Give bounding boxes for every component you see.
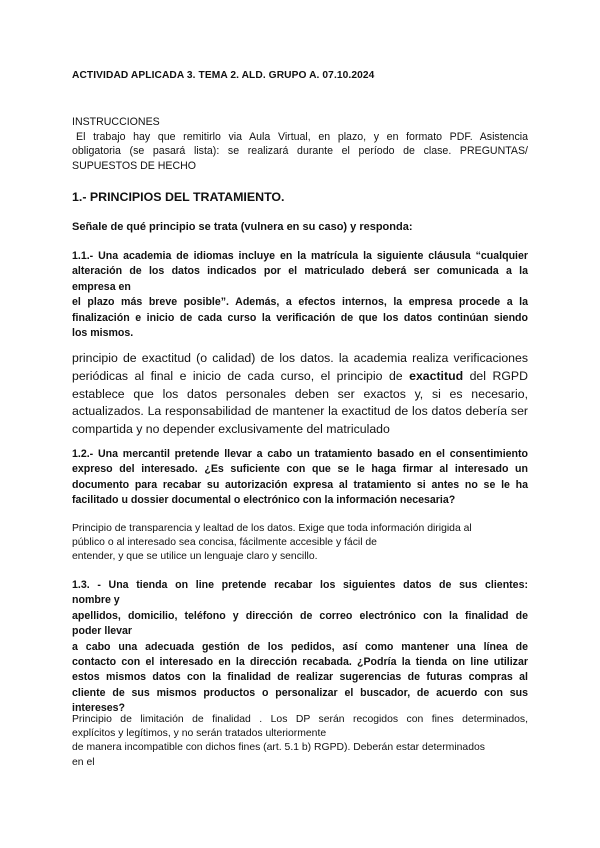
question-1-1-line: finalización e inicio de cada curso la verificación de que los datos continúan siendo xyxy=(72,311,528,324)
question-1-1-line: alteración de los datos indicados por el matriculado deberá ser comunicada a la xyxy=(72,265,528,278)
question-1-2-line: expreso del interesado. ¿Es suficiente con que se le haga firmar al interesado un xyxy=(72,463,528,476)
answer-1-2-line: entender, y que se utilice un lenguaje claro y sencillo. xyxy=(72,551,318,563)
answer-1-1-line-2-end: del RGPD xyxy=(469,368,529,383)
question-1-3-line: estos mismos datos con la finalidad de realizar sugerencias de futuras compras al xyxy=(72,671,528,684)
question-1-3-line: poder llevar xyxy=(72,625,133,638)
answer-1-2-line: público o al interesado sea concisa, fácilmente accesible y fácil de xyxy=(72,537,377,549)
question-1-2-line: facilitado u dossier documental o electrónico con la información necesaria? xyxy=(72,494,456,507)
answer-1-1-line: compartida y no depender exclusivamente del matriculado xyxy=(72,422,390,437)
question-1-3-line: cliente de sus mismos productos o personalizar el buscador, de acuerdo con sus xyxy=(72,686,528,699)
answer-1-3-line: de manera incompatible con dichos fines (art. 5.1 b) RGPD). Deberán estar determinados xyxy=(72,742,485,754)
question-1-1-line: el plazo más breve posible”. Además, a efectos internos, la empresa procede a la xyxy=(72,296,528,309)
instructions-line-2: obligatoria (se pasará lista): se realizará durante el período de clase. PREGUNTAS/ xyxy=(72,145,528,157)
question-1-1 xyxy=(72,249,528,341)
question-1-1-line: los mismos. xyxy=(72,327,134,340)
question-1-3 xyxy=(72,578,528,717)
answer-1-1-line-2-start: periódicas al final e inicio de cada curso, el principio de xyxy=(72,368,403,383)
answer-1-2 xyxy=(72,522,528,565)
answer-1-3-line: explícitos y legítimos, y no serán tratados ulteriormente xyxy=(72,728,327,740)
section-1-title: 1.- PRINCIPIOS DEL TRATAMIENTO. xyxy=(72,190,285,204)
question-1-3-line: apellidos, domicilio, teléfono y dirección de correo electrónico con la finalidad de xyxy=(72,609,528,622)
answer-1-3-line: en el xyxy=(72,756,95,768)
answer-1-3 xyxy=(72,713,528,770)
document-heading: ACTIVIDAD APLICADA 3. TEMA 2. ALD. GRUPO A. 07.10.2024 xyxy=(72,70,375,81)
instructions-block xyxy=(72,115,528,173)
instructions-line-1: El trabajo hay que remitirlo via Aula Virtual, en plazo, y en formato PDF. Asistencia xyxy=(76,130,528,143)
answer-1-3-line: Principio de limitación de finalidad . Los DP serán recogidos con fines determinados, xyxy=(72,714,528,725)
answer-1-1-bold-term: exactitud xyxy=(409,368,464,383)
answer-1-1 xyxy=(72,350,528,439)
section-1-lead: Señale de qué principio se trata (vulnera en su caso) y responda: xyxy=(72,221,413,233)
answer-1-1-line: establece que los datos personales deben ser exactos y, si es necesario, xyxy=(72,386,528,401)
answer-1-1-line-2 xyxy=(72,368,528,386)
question-1-1-line: empresa en xyxy=(72,280,131,293)
question-1-2-line: 1.2.- Una mercantil pretende llevar a cabo un tratamiento basado en el consentimiento xyxy=(72,448,528,460)
question-1-3-line: contacto con el interesado en la dirección recabada. ¿Podría la tienda on line utilizar xyxy=(72,656,528,669)
question-1-2 xyxy=(72,447,528,509)
question-1-3-line: intereses? xyxy=(72,702,125,715)
question-1-2-line: documento para recabar su autorización expresa al tratamiento si antes no se le ha xyxy=(72,478,528,491)
answer-1-1-line: actualizados. La responsabilidad de mantener la exactitud de los datos debería ser xyxy=(72,404,528,419)
answer-1-2-line: Principio de transparencia y lealtad de los datos. Exige que toda información dirigida al xyxy=(72,523,472,534)
question-1-3-line: a cabo una adecuada gestión de los pedidos, así como mantener una línea de xyxy=(72,640,528,653)
question-1-3-line: nombre y xyxy=(72,594,120,607)
question-1-1-line: 1.1.- Una academia de idiomas incluye en la matrícula la siguiente cláusula “cualquier xyxy=(72,250,528,262)
answer-1-1-line: principio de exactitud (o calidad) de los datos. la academia realiza verificaciones xyxy=(72,351,528,365)
instructions-line-3: SUPUESTOS DE HECHO xyxy=(72,159,197,172)
question-1-3-line: 1.3. - Una tienda on line pretende recabar los siguientes datos de sus clientes: xyxy=(72,579,528,591)
instructions-title: INSTRUCCIONES xyxy=(72,116,160,128)
